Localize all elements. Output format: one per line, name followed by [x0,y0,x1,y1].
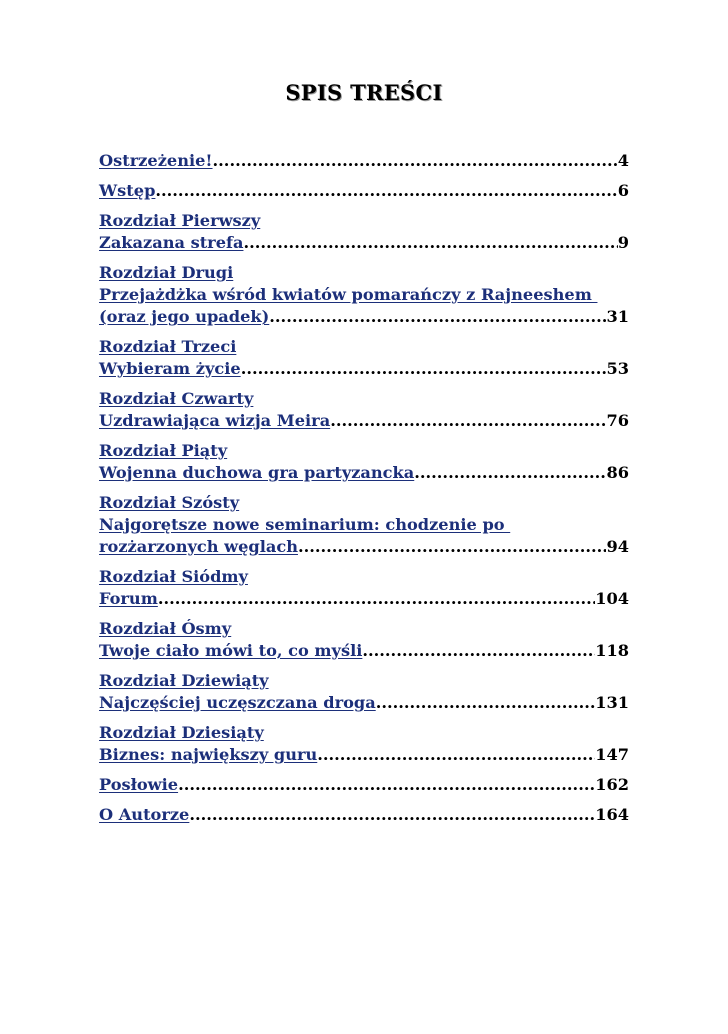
dot-leader [362,640,595,662]
toc-entry [99,670,629,714]
page-number: 6 [617,181,629,200]
toc-title-link[interactable]: Zakazana strefa [99,233,244,252]
toc-leader-line [99,180,629,202]
toc-title-link[interactable]: Biznes: największy guru [99,745,318,764]
toc-chapter-heading[interactable]: Rozdział Szósty [99,493,240,512]
toc-chapter-heading[interactable]: Rozdział Dziewiąty [99,671,269,690]
dot-leader [330,410,606,432]
toc-leader-line [99,692,629,714]
toc-leader-line [99,640,629,662]
toc-title-link[interactable]: Wybieram życie [99,359,241,378]
toc-title-link[interactable]: Forum [99,589,158,608]
toc-leader-line [99,536,629,558]
toc-chapter-heading[interactable]: Rozdział Trzeci [99,337,237,356]
toc-chapter-line [99,492,629,514]
toc-chapter-heading[interactable]: Rozdział Czwarty [99,389,254,408]
toc-entry [99,566,629,610]
table-of-contents [99,150,629,834]
dot-leader [376,692,595,714]
toc-title-link[interactable]: rozżarzonych węglach [99,537,298,556]
toc-entry [99,774,629,796]
toc-title-link[interactable]: Przejażdżka wśród kwiatów pomarańczy z Rajneeshem [99,285,598,304]
toc-chapter-heading[interactable]: Rozdział Piąty [99,441,228,460]
toc-entry [99,336,629,380]
dot-leader [178,774,595,796]
toc-title-link[interactable]: Uzdrawiająca wizja Meira [99,411,331,430]
dot-leader [243,232,617,254]
toc-chapter-line [99,440,629,462]
toc-chapter-line [99,210,629,232]
toc-leader-line [99,588,629,610]
page-number: 118 [595,641,629,660]
toc-leader-line [99,774,629,796]
dot-leader [155,180,617,202]
page-number: 86 [606,463,629,482]
page-number: 162 [595,775,629,794]
toc-title-link[interactable]: Twoje ciało mówi to, co myśli [99,641,363,660]
toc-leader-line [99,462,629,484]
toc-title-line [99,284,629,306]
toc-entry [99,440,629,484]
dot-leader [158,588,595,610]
toc-chapter-heading[interactable]: Rozdział Siódmy [99,567,248,586]
toc-title-line [99,514,629,536]
page-title: SPIS TREŚCI [285,80,443,105]
dot-leader [414,462,606,484]
toc-chapter-line [99,566,629,588]
toc-entry [99,180,629,202]
toc-entry [99,722,629,766]
toc-title-link[interactable]: (oraz jego upadek) [99,307,270,326]
toc-chapter-line [99,670,629,692]
toc-entry [99,210,629,254]
toc-chapter-line [99,722,629,744]
toc-chapter-line [99,262,629,284]
toc-chapter-line [99,336,629,358]
toc-leader-line [99,744,629,766]
page-number: 94 [606,537,629,556]
dot-leader [189,804,595,826]
page-number: 31 [606,307,629,326]
dot-leader [317,744,595,766]
toc-title-link[interactable]: O Autorze [99,805,190,824]
toc-entry [99,492,629,558]
page-number: 131 [595,693,629,712]
toc-leader-line [99,410,629,432]
toc-entry [99,618,629,662]
toc-leader-line [99,232,629,254]
page-number: 76 [606,411,629,430]
toc-chapter-line [99,618,629,640]
toc-chapter-heading[interactable]: Rozdział Ósmy [99,619,232,638]
toc-leader-line [99,306,629,328]
toc-entry [99,262,629,328]
toc-leader-line [99,358,629,380]
toc-entry [99,804,629,826]
page-number: 53 [606,359,629,378]
toc-title-link[interactable]: Najgorętsze nowe seminarium: chodzenie po [99,515,511,534]
toc-leader-line [99,150,629,172]
page-number: 147 [595,745,629,764]
toc-title-link[interactable]: Najczęściej uczęszczana droga [99,693,376,712]
toc-chapter-line [99,388,629,410]
toc-title-link[interactable]: Wstęp [99,181,156,200]
dot-leader [269,306,606,328]
toc-chapter-heading[interactable]: Rozdział Pierwszy [99,211,261,230]
page-number: 164 [595,805,629,824]
toc-entry [99,150,629,172]
toc-title-link[interactable]: Posłowie [99,775,179,794]
dot-leader [213,150,618,172]
toc-chapter-heading[interactable]: Rozdział Dziesiąty [99,723,264,742]
dot-leader [241,358,607,380]
page-number: 4 [617,151,629,170]
toc-title-link[interactable]: Ostrzeżenie! [99,151,213,170]
page-number: 104 [595,589,629,608]
toc-leader-line [99,804,629,826]
toc-chapter-heading[interactable]: Rozdział Drugi [99,263,234,282]
toc-entry [99,388,629,432]
toc-title-link[interactable]: Wojenna duchowa gra partyzancka [99,463,415,482]
page-number: 9 [617,233,629,252]
dot-leader [298,536,607,558]
